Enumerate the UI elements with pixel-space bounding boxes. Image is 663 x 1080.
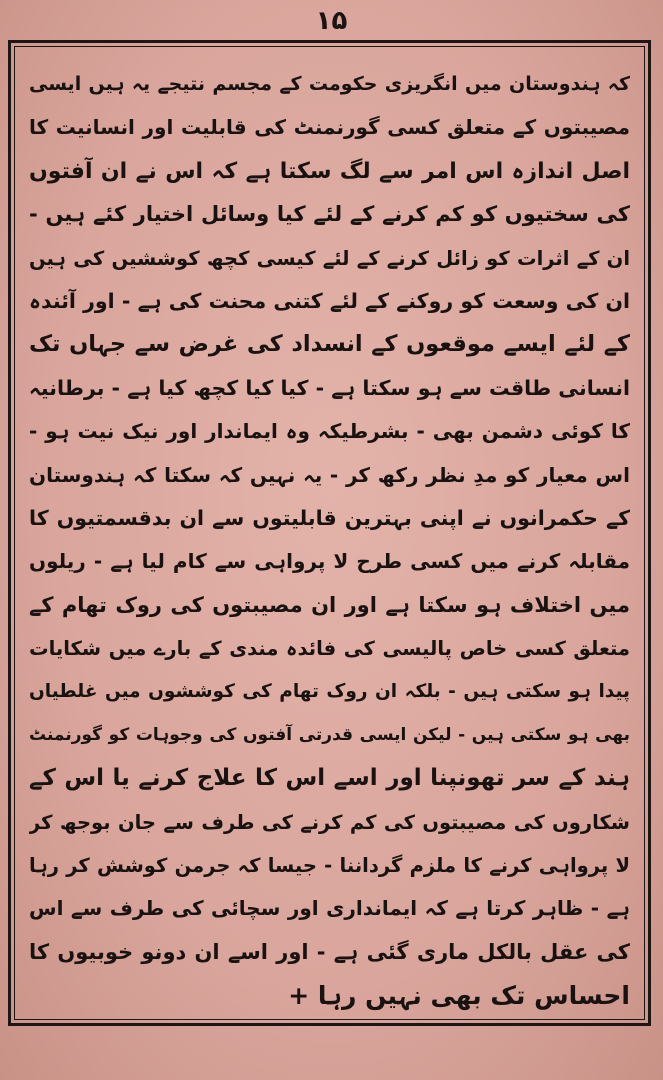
text-line: کا کوئی دشمن بھی - بشرطیکہ وہ ایماندار اور نیک نیت ہو -	[29, 419, 630, 444]
text-line: بھی ہو سکتی ہیں - لیکن ایسی قدرتی آفتوں کی وجوہات کو گورنمنٹ	[29, 724, 630, 745]
text-line: کی عقل بالکل ماری گئی ہے - اور اسے ان دونو خوبیوں کا	[29, 939, 630, 964]
page-number: ۱۵	[315, 6, 348, 36]
text-line: اس معیار کو مدِ نظر رکھ کر - یہ نہیں کہ سکتا کہ ہندوستان	[29, 462, 630, 487]
text-line: ہے - ظاہر کرتا ہے کہ ایمانداری اور سچائی کی طرف سے اس	[29, 896, 630, 921]
text-line: کہ ہندوستان میں انگریزی حکومت کے مجسم نتیجے یہ ہیں ایسی	[29, 73, 630, 95]
text-line: کے لئے ایسے موقعوں کے انسداد کی غرض سے جہاں تک	[29, 331, 630, 358]
text-line: مصیبتوں کے متعلق کسی گورنمنٹ کی قابلیت اور انسانیت کا	[29, 115, 630, 140]
text-line: پیدا ہو سکتی ہیں - بلکہ ان روک تھام کی کوششوں میں غلطیاں	[29, 681, 630, 703]
text-line: لا پرواہی کرنے کا ملزم گرداننا - جیسا کہ جرمن کوشش کر رہا	[29, 854, 630, 878]
text-line: احساس تک بھی نہیں رہا +	[288, 981, 630, 1011]
text-line: شکاروں کی مصیبتوں کی کم کرنے کی طرف سے جان بوجھ کر	[29, 810, 630, 834]
urdu-text-body	[29, 63, 630, 1018]
text-line: انسانی طاقت سے ہو سکتا ہے - کیا کیا کچھ کیا ہے - برطانیہ	[29, 375, 630, 400]
text-line: اصل اندازہ اس امر سے لگ سکتا ہے کہ اس نے ان آفتوں	[29, 158, 630, 184]
text-line: متعلق کسی خاص پالیسی کی فائدہ مندی کے بارے میں شکایات	[29, 637, 630, 661]
text-line: مقابلہ کرنے میں کسی طرح لا پرواہی سے کام لیا ہے - ریلوں	[29, 549, 630, 574]
text-line: ہند کے سر تھونپنا اور اسے اس کا علاج کرنے یا اس کے	[29, 765, 630, 792]
text-frame-outer	[8, 40, 651, 1026]
text-line: کی سختیوں کو کم کرنے کے لئے کیا وسائل اختیار کئے ہیں -	[29, 202, 630, 227]
text-line: ان کے اثرات کو زائل کرنے کے لئے کیسی کچھ کوششیں کی ہیں	[29, 246, 630, 270]
text-frame-inner	[14, 46, 645, 1020]
text-line: کے حکمرانوں نے اپنی بہترین قابلیتوں سے ان بدقسمتیوں کا	[29, 505, 630, 530]
text-line: ان کی وسعت کو روکنے کے لئے کتنی محنت کی ہے - اور آئندہ	[29, 288, 630, 313]
text-line: میں اختلاف ہو سکتا ہے اور ان مصیبتوں کی روک تھام کے	[29, 592, 630, 617]
